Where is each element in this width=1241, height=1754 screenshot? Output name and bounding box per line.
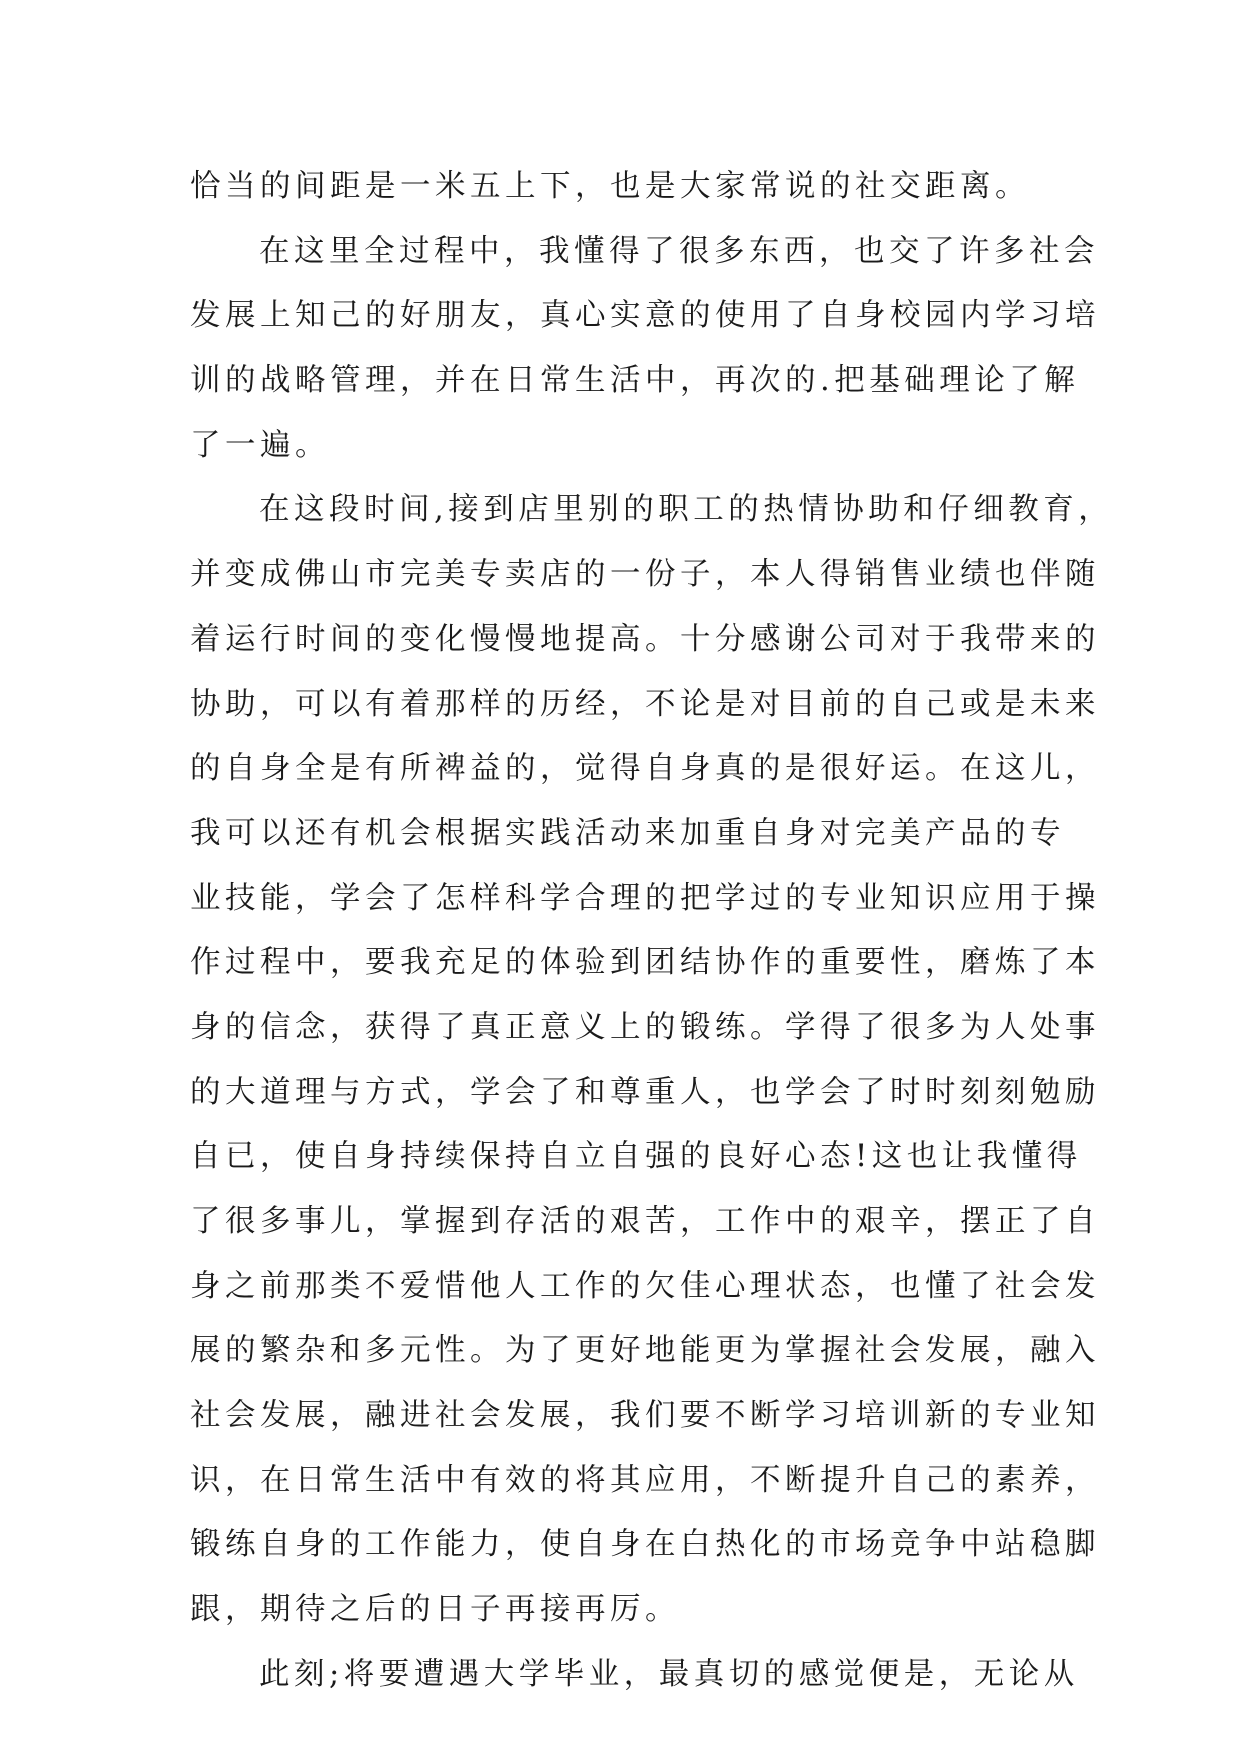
text-line: 跟，期待之后的日子再接再厉。	[190, 1592, 680, 1628]
text-line: 识，在日常生活中有效的将其应用，不断提升自己的素养，	[190, 1462, 1100, 1498]
document-body	[190, 155, 1114, 1708]
text-line: 发展上知己的好朋友，真心实意的使用了自身校园内学习培	[190, 298, 1100, 334]
text-line: 的大道理与方式，学会了和尊重人，也学会了时时刻刻勉励	[190, 1074, 1100, 1110]
text-line: 的自身全是有所裨益的，觉得自身真的是很好运。在这儿，	[190, 751, 1100, 787]
text-line: 自已，使自身持续保持自立自强的良好心态!这也让我懂得	[190, 1139, 1082, 1175]
text-line: 了很多事儿，掌握到存活的艰苦，工作中的艰辛，摆正了自	[190, 1204, 1100, 1239]
text-line: 业技能，学会了怎样科学合理的把学过的专业知识应用于操	[190, 880, 1100, 916]
text-line: 在这里全过程中，我懂得了很多东西，也交了许多社会	[259, 233, 1099, 269]
text-line: 训的战略管理，并在日常生活中，再次的.把基础理论了解	[190, 363, 1080, 399]
text-line: 此刻;将要遭遇大学毕业，最真切的感觉便是，无论从	[259, 1656, 1079, 1692]
text-line: 社会发展，融进社会发展，我们要不断学习培训新的专业知	[190, 1398, 1100, 1434]
text-line: 我可以还有机会根据实践活动来加重自身对完美产品的专	[190, 815, 1065, 851]
text-line: 恰当的间距是一米五上下，也是大家常说的社交距离。	[190, 169, 1030, 204]
text-line: 协助，可以有着那样的历经，不论是对目前的自己或是未来	[190, 686, 1100, 722]
text-line: 在这段时间,接到店里别的职工的热情协助和仔细教育，	[259, 492, 1114, 528]
text-line: 并变成佛山市完美专卖店的一份子，本人得销售业绩也伴随	[190, 557, 1100, 593]
text-line: 着运行时间的变化慢慢地提高。十分感谢公司对于我带来的	[190, 621, 1100, 657]
text-line: 身的信念，获得了真正意义上的锻练。学得了很多为人处事	[190, 1009, 1100, 1045]
text-line: 作过程中，要我充足的体验到团结协作的重要性，磨炼了本	[190, 945, 1100, 981]
text-line: 身之前那类不爱惜他人工作的欠佳心理状态，也懂了社会发	[190, 1268, 1100, 1304]
text-line: 锻练自身的工作能力，使自身在白热化的市场竞争中站稳脚	[190, 1527, 1100, 1563]
text-line: 展的繁杂和多元性。为了更好地能更为掌握社会发展，融入	[190, 1333, 1100, 1369]
text-line: 了一遍。	[190, 427, 330, 463]
